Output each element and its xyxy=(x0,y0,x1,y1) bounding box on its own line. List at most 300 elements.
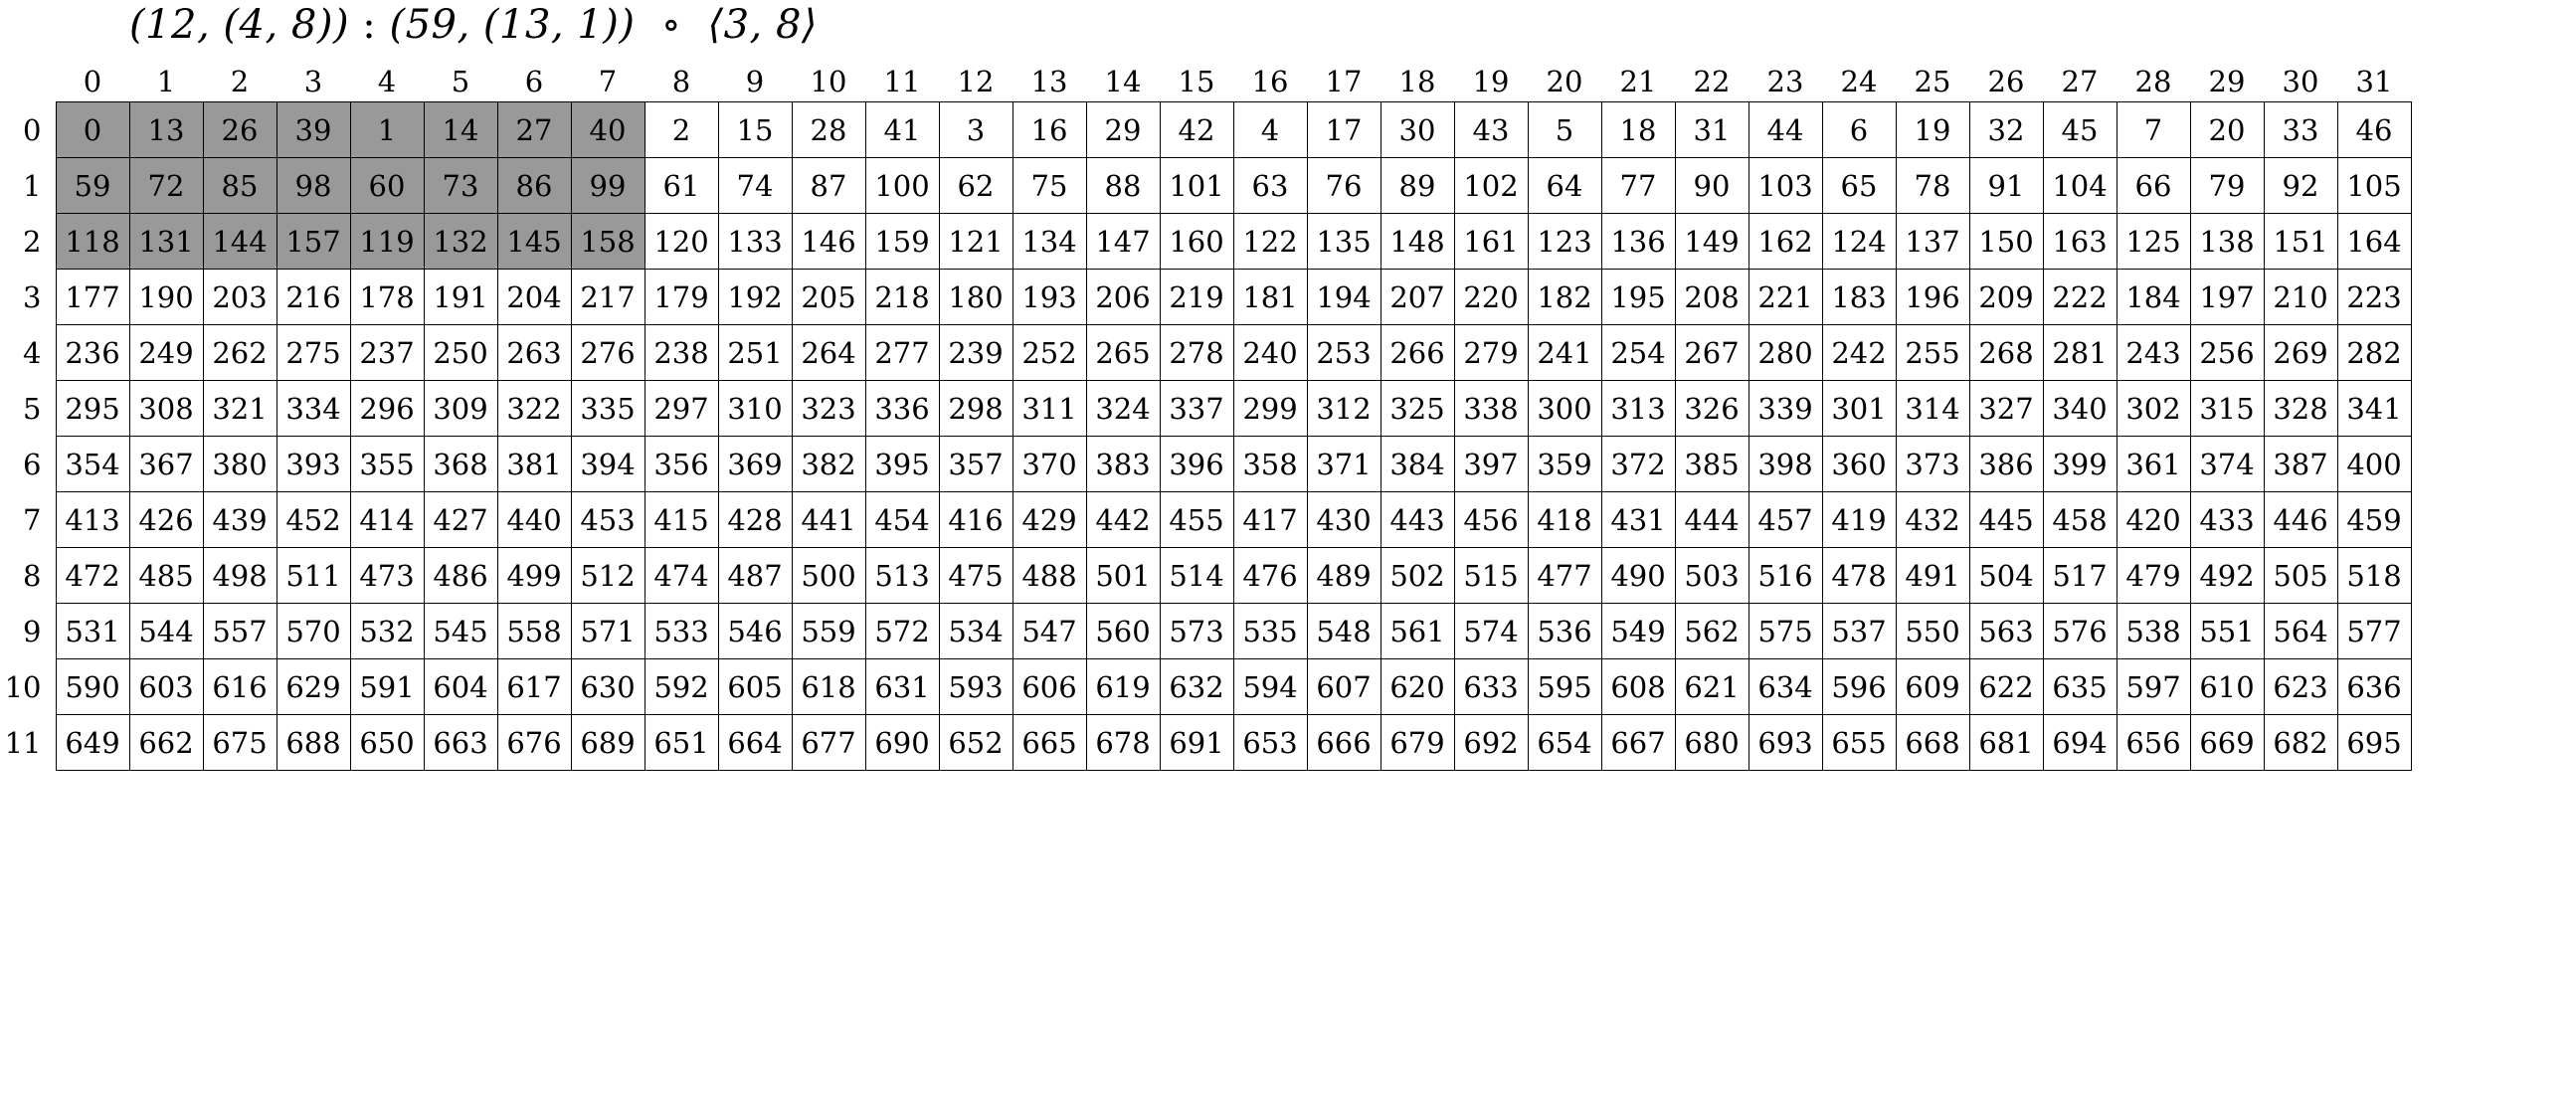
matrix-cell-9-22[interactable]: 562 xyxy=(1675,604,1748,659)
matrix-cell-6-28[interactable]: 361 xyxy=(2116,437,2190,492)
matrix-cell-1-10[interactable]: 87 xyxy=(792,158,865,214)
matrix-cell-11-22[interactable]: 680 xyxy=(1675,715,1748,771)
matrix-cell-9-20[interactable]: 536 xyxy=(1528,604,1601,659)
matrix-cell-2-30[interactable]: 151 xyxy=(2264,214,2337,270)
matrix-cell-4-3[interactable]: 275 xyxy=(276,325,350,381)
matrix-cell-11-30[interactable]: 682 xyxy=(2264,715,2337,771)
matrix-cell-8-13[interactable]: 488 xyxy=(1012,548,1086,604)
matrix-cell-0-3[interactable]: 39 xyxy=(276,102,350,158)
matrix-cell-2-19[interactable]: 161 xyxy=(1454,214,1528,270)
matrix-cell-3-7[interactable]: 217 xyxy=(571,270,644,325)
matrix-cell-1-0[interactable]: 59 xyxy=(56,158,129,214)
matrix-cell-8-25[interactable]: 491 xyxy=(1896,548,1969,604)
matrix-cell-0-29[interactable]: 20 xyxy=(2190,102,2264,158)
matrix-cell-3-23[interactable]: 221 xyxy=(1748,270,1822,325)
matrix-cell-0-0[interactable]: 0 xyxy=(56,102,129,158)
matrix-cell-9-29[interactable]: 551 xyxy=(2190,604,2264,659)
matrix-cell-6-4[interactable]: 355 xyxy=(350,437,424,492)
matrix-cell-1-28[interactable]: 66 xyxy=(2116,158,2190,214)
matrix-cell-7-0[interactable]: 413 xyxy=(56,492,129,548)
matrix-cell-0-8[interactable]: 2 xyxy=(644,102,718,158)
matrix-cell-8-3[interactable]: 511 xyxy=(276,548,350,604)
matrix-cell-0-14[interactable]: 29 xyxy=(1086,102,1160,158)
matrix-cell-10-13[interactable]: 606 xyxy=(1012,659,1086,715)
matrix-cell-10-18[interactable]: 620 xyxy=(1380,659,1454,715)
matrix-cell-8-16[interactable]: 476 xyxy=(1233,548,1307,604)
matrix-cell-8-28[interactable]: 479 xyxy=(2116,548,2190,604)
matrix-cell-4-2[interactable]: 262 xyxy=(203,325,276,381)
matrix-cell-3-28[interactable]: 184 xyxy=(2116,270,2190,325)
matrix-cell-4-30[interactable]: 269 xyxy=(2264,325,2337,381)
matrix-cell-2-6[interactable]: 145 xyxy=(497,214,571,270)
matrix-cell-3-9[interactable]: 192 xyxy=(718,270,792,325)
matrix-cell-6-24[interactable]: 360 xyxy=(1822,437,1896,492)
matrix-cell-0-11[interactable]: 41 xyxy=(865,102,939,158)
matrix-cell-7-9[interactable]: 428 xyxy=(718,492,792,548)
matrix-cell-4-28[interactable]: 243 xyxy=(2116,325,2190,381)
matrix-cell-2-11[interactable]: 159 xyxy=(865,214,939,270)
matrix-cell-8-2[interactable]: 498 xyxy=(203,548,276,604)
matrix-cell-2-18[interactable]: 148 xyxy=(1380,214,1454,270)
matrix-cell-5-27[interactable]: 340 xyxy=(2043,381,2116,437)
matrix-cell-5-23[interactable]: 339 xyxy=(1748,381,1822,437)
matrix-cell-10-16[interactable]: 594 xyxy=(1233,659,1307,715)
matrix-cell-4-26[interactable]: 268 xyxy=(1969,325,2043,381)
matrix-cell-8-1[interactable]: 485 xyxy=(129,548,203,604)
matrix-cell-10-28[interactable]: 597 xyxy=(2116,659,2190,715)
matrix-cell-8-17[interactable]: 489 xyxy=(1307,548,1380,604)
matrix-cell-10-10[interactable]: 618 xyxy=(792,659,865,715)
matrix-cell-3-19[interactable]: 220 xyxy=(1454,270,1528,325)
matrix-cell-5-19[interactable]: 338 xyxy=(1454,381,1528,437)
matrix-cell-0-16[interactable]: 4 xyxy=(1233,102,1307,158)
matrix-cell-10-0[interactable]: 590 xyxy=(56,659,129,715)
matrix-cell-10-25[interactable]: 609 xyxy=(1896,659,1969,715)
matrix-cell-7-30[interactable]: 446 xyxy=(2264,492,2337,548)
matrix-cell-9-19[interactable]: 574 xyxy=(1454,604,1528,659)
matrix-cell-5-31[interactable]: 341 xyxy=(2337,381,2411,437)
matrix-cell-6-25[interactable]: 373 xyxy=(1896,437,1969,492)
matrix-cell-5-1[interactable]: 308 xyxy=(129,381,203,437)
matrix-cell-9-16[interactable]: 535 xyxy=(1233,604,1307,659)
matrix-cell-4-11[interactable]: 277 xyxy=(865,325,939,381)
matrix-cell-5-26[interactable]: 327 xyxy=(1969,381,2043,437)
matrix-cell-10-31[interactable]: 636 xyxy=(2337,659,2411,715)
matrix-cell-4-19[interactable]: 279 xyxy=(1454,325,1528,381)
matrix-cell-10-29[interactable]: 610 xyxy=(2190,659,2264,715)
matrix-cell-3-6[interactable]: 204 xyxy=(497,270,571,325)
matrix-cell-11-15[interactable]: 691 xyxy=(1160,715,1233,771)
matrix-cell-1-15[interactable]: 101 xyxy=(1160,158,1233,214)
matrix-cell-1-7[interactable]: 99 xyxy=(571,158,644,214)
matrix-cell-10-4[interactable]: 591 xyxy=(350,659,424,715)
matrix-cell-8-22[interactable]: 503 xyxy=(1675,548,1748,604)
matrix-cell-2-16[interactable]: 122 xyxy=(1233,214,1307,270)
matrix-cell-1-21[interactable]: 77 xyxy=(1601,158,1675,214)
matrix-cell-3-3[interactable]: 216 xyxy=(276,270,350,325)
matrix-cell-9-23[interactable]: 575 xyxy=(1748,604,1822,659)
matrix-cell-9-4[interactable]: 532 xyxy=(350,604,424,659)
matrix-cell-5-24[interactable]: 301 xyxy=(1822,381,1896,437)
matrix-cell-6-16[interactable]: 358 xyxy=(1233,437,1307,492)
matrix-cell-11-14[interactable]: 678 xyxy=(1086,715,1160,771)
matrix-cell-4-29[interactable]: 256 xyxy=(2190,325,2264,381)
matrix-cell-5-10[interactable]: 323 xyxy=(792,381,865,437)
matrix-cell-6-19[interactable]: 397 xyxy=(1454,437,1528,492)
matrix-cell-0-22[interactable]: 31 xyxy=(1675,102,1748,158)
matrix-cell-2-2[interactable]: 144 xyxy=(203,214,276,270)
matrix-cell-11-13[interactable]: 665 xyxy=(1012,715,1086,771)
matrix-cell-2-28[interactable]: 125 xyxy=(2116,214,2190,270)
matrix-cell-11-29[interactable]: 669 xyxy=(2190,715,2264,771)
matrix-cell-7-2[interactable]: 439 xyxy=(203,492,276,548)
matrix-cell-1-9[interactable]: 74 xyxy=(718,158,792,214)
matrix-cell-0-6[interactable]: 27 xyxy=(497,102,571,158)
matrix-cell-4-1[interactable]: 249 xyxy=(129,325,203,381)
matrix-cell-3-21[interactable]: 195 xyxy=(1601,270,1675,325)
matrix-cell-5-3[interactable]: 334 xyxy=(276,381,350,437)
matrix-cell-3-30[interactable]: 210 xyxy=(2264,270,2337,325)
matrix-cell-8-5[interactable]: 486 xyxy=(424,548,497,604)
matrix-cell-11-6[interactable]: 676 xyxy=(497,715,571,771)
matrix-cell-6-30[interactable]: 387 xyxy=(2264,437,2337,492)
matrix-cell-11-20[interactable]: 654 xyxy=(1528,715,1601,771)
matrix-cell-3-24[interactable]: 183 xyxy=(1822,270,1896,325)
matrix-cell-7-17[interactable]: 430 xyxy=(1307,492,1380,548)
matrix-cell-2-5[interactable]: 132 xyxy=(424,214,497,270)
matrix-cell-7-16[interactable]: 417 xyxy=(1233,492,1307,548)
matrix-cell-5-22[interactable]: 326 xyxy=(1675,381,1748,437)
matrix-cell-9-13[interactable]: 547 xyxy=(1012,604,1086,659)
matrix-cell-3-27[interactable]: 222 xyxy=(2043,270,2116,325)
matrix-cell-6-6[interactable]: 381 xyxy=(497,437,571,492)
matrix-cell-5-4[interactable]: 296 xyxy=(350,381,424,437)
matrix-cell-6-21[interactable]: 372 xyxy=(1601,437,1675,492)
matrix-cell-5-21[interactable]: 313 xyxy=(1601,381,1675,437)
matrix-cell-11-2[interactable]: 675 xyxy=(203,715,276,771)
matrix-cell-2-22[interactable]: 149 xyxy=(1675,214,1748,270)
matrix-cell-10-20[interactable]: 595 xyxy=(1528,659,1601,715)
matrix-cell-7-27[interactable]: 458 xyxy=(2043,492,2116,548)
matrix-cell-7-22[interactable]: 444 xyxy=(1675,492,1748,548)
matrix-cell-9-30[interactable]: 564 xyxy=(2264,604,2337,659)
matrix-cell-7-29[interactable]: 433 xyxy=(2190,492,2264,548)
matrix-cell-4-8[interactable]: 238 xyxy=(644,325,718,381)
matrix-cell-8-10[interactable]: 500 xyxy=(792,548,865,604)
matrix-cell-4-15[interactable]: 278 xyxy=(1160,325,1233,381)
matrix-cell-8-6[interactable]: 499 xyxy=(497,548,571,604)
matrix-cell-11-11[interactable]: 690 xyxy=(865,715,939,771)
matrix-cell-11-21[interactable]: 667 xyxy=(1601,715,1675,771)
matrix-cell-7-6[interactable]: 440 xyxy=(497,492,571,548)
matrix-cell-3-15[interactable]: 219 xyxy=(1160,270,1233,325)
matrix-cell-8-31[interactable]: 518 xyxy=(2337,548,2411,604)
matrix-cell-2-27[interactable]: 163 xyxy=(2043,214,2116,270)
matrix-cell-4-23[interactable]: 280 xyxy=(1748,325,1822,381)
matrix-cell-7-10[interactable]: 441 xyxy=(792,492,865,548)
matrix-cell-5-18[interactable]: 325 xyxy=(1380,381,1454,437)
matrix-cell-6-9[interactable]: 369 xyxy=(718,437,792,492)
matrix-cell-7-14[interactable]: 442 xyxy=(1086,492,1160,548)
matrix-cell-6-22[interactable]: 385 xyxy=(1675,437,1748,492)
matrix-cell-3-25[interactable]: 196 xyxy=(1896,270,1969,325)
matrix-cell-6-11[interactable]: 395 xyxy=(865,437,939,492)
matrix-cell-2-23[interactable]: 162 xyxy=(1748,214,1822,270)
matrix-cell-10-5[interactable]: 604 xyxy=(424,659,497,715)
matrix-cell-9-9[interactable]: 546 xyxy=(718,604,792,659)
matrix-cell-5-8[interactable]: 297 xyxy=(644,381,718,437)
matrix-cell-6-10[interactable]: 382 xyxy=(792,437,865,492)
matrix-cell-5-17[interactable]: 312 xyxy=(1307,381,1380,437)
matrix-cell-10-26[interactable]: 622 xyxy=(1969,659,2043,715)
matrix-cell-3-8[interactable]: 179 xyxy=(644,270,718,325)
matrix-cell-7-4[interactable]: 414 xyxy=(350,492,424,548)
matrix-cell-3-10[interactable]: 205 xyxy=(792,270,865,325)
matrix-cell-11-16[interactable]: 653 xyxy=(1233,715,1307,771)
matrix-cell-0-5[interactable]: 14 xyxy=(424,102,497,158)
matrix-cell-9-17[interactable]: 548 xyxy=(1307,604,1380,659)
matrix-cell-3-12[interactable]: 180 xyxy=(939,270,1012,325)
matrix-cell-3-16[interactable]: 181 xyxy=(1233,270,1307,325)
matrix-cell-1-23[interactable]: 103 xyxy=(1748,158,1822,214)
matrix-cell-2-7[interactable]: 158 xyxy=(571,214,644,270)
matrix-cell-6-26[interactable]: 386 xyxy=(1969,437,2043,492)
matrix-cell-8-19[interactable]: 515 xyxy=(1454,548,1528,604)
matrix-cell-8-29[interactable]: 492 xyxy=(2190,548,2264,604)
matrix-cell-9-3[interactable]: 570 xyxy=(276,604,350,659)
matrix-cell-0-1[interactable]: 13 xyxy=(129,102,203,158)
matrix-cell-5-2[interactable]: 321 xyxy=(203,381,276,437)
matrix-cell-7-20[interactable]: 418 xyxy=(1528,492,1601,548)
matrix-cell-4-21[interactable]: 254 xyxy=(1601,325,1675,381)
matrix-cell-4-9[interactable]: 251 xyxy=(718,325,792,381)
matrix-cell-10-19[interactable]: 633 xyxy=(1454,659,1528,715)
matrix-cell-2-3[interactable]: 157 xyxy=(276,214,350,270)
matrix-cell-7-3[interactable]: 452 xyxy=(276,492,350,548)
matrix-cell-11-18[interactable]: 679 xyxy=(1380,715,1454,771)
matrix-cell-11-17[interactable]: 666 xyxy=(1307,715,1380,771)
matrix-cell-11-24[interactable]: 655 xyxy=(1822,715,1896,771)
matrix-cell-5-0[interactable]: 295 xyxy=(56,381,129,437)
matrix-cell-8-15[interactable]: 514 xyxy=(1160,548,1233,604)
matrix-cell-9-14[interactable]: 560 xyxy=(1086,604,1160,659)
matrix-cell-4-27[interactable]: 281 xyxy=(2043,325,2116,381)
matrix-cell-1-22[interactable]: 90 xyxy=(1675,158,1748,214)
matrix-cell-7-23[interactable]: 457 xyxy=(1748,492,1822,548)
matrix-cell-1-17[interactable]: 76 xyxy=(1307,158,1380,214)
matrix-cell-10-30[interactable]: 623 xyxy=(2264,659,2337,715)
matrix-cell-4-17[interactable]: 253 xyxy=(1307,325,1380,381)
matrix-cell-7-1[interactable]: 426 xyxy=(129,492,203,548)
matrix-cell-2-9[interactable]: 133 xyxy=(718,214,792,270)
matrix-cell-7-19[interactable]: 456 xyxy=(1454,492,1528,548)
matrix-cell-1-16[interactable]: 63 xyxy=(1233,158,1307,214)
matrix-cell-3-31[interactable]: 223 xyxy=(2337,270,2411,325)
matrix-cell-4-7[interactable]: 276 xyxy=(571,325,644,381)
matrix-cell-6-2[interactable]: 380 xyxy=(203,437,276,492)
matrix-cell-5-12[interactable]: 298 xyxy=(939,381,1012,437)
matrix-cell-5-9[interactable]: 310 xyxy=(718,381,792,437)
matrix-cell-5-15[interactable]: 337 xyxy=(1160,381,1233,437)
matrix-cell-9-12[interactable]: 534 xyxy=(939,604,1012,659)
matrix-cell-3-14[interactable]: 206 xyxy=(1086,270,1160,325)
matrix-cell-8-26[interactable]: 504 xyxy=(1969,548,2043,604)
matrix-cell-6-5[interactable]: 368 xyxy=(424,437,497,492)
matrix-cell-1-24[interactable]: 65 xyxy=(1822,158,1896,214)
matrix-cell-11-23[interactable]: 693 xyxy=(1748,715,1822,771)
matrix-cell-1-30[interactable]: 92 xyxy=(2264,158,2337,214)
matrix-cell-11-10[interactable]: 677 xyxy=(792,715,865,771)
matrix-cell-11-27[interactable]: 694 xyxy=(2043,715,2116,771)
matrix-cell-0-2[interactable]: 26 xyxy=(203,102,276,158)
matrix-cell-10-24[interactable]: 596 xyxy=(1822,659,1896,715)
matrix-cell-7-25[interactable]: 432 xyxy=(1896,492,1969,548)
matrix-cell-11-31[interactable]: 695 xyxy=(2337,715,2411,771)
matrix-cell-9-5[interactable]: 545 xyxy=(424,604,497,659)
matrix-cell-7-21[interactable]: 431 xyxy=(1601,492,1675,548)
matrix-cell-1-8[interactable]: 61 xyxy=(644,158,718,214)
matrix-cell-2-10[interactable]: 146 xyxy=(792,214,865,270)
matrix-cell-1-2[interactable]: 85 xyxy=(203,158,276,214)
matrix-cell-10-11[interactable]: 631 xyxy=(865,659,939,715)
matrix-cell-0-13[interactable]: 16 xyxy=(1012,102,1086,158)
matrix-cell-2-26[interactable]: 150 xyxy=(1969,214,2043,270)
matrix-cell-1-18[interactable]: 89 xyxy=(1380,158,1454,214)
matrix-cell-3-17[interactable]: 194 xyxy=(1307,270,1380,325)
matrix-cell-0-17[interactable]: 17 xyxy=(1307,102,1380,158)
matrix-cell-2-20[interactable]: 123 xyxy=(1528,214,1601,270)
matrix-cell-1-26[interactable]: 91 xyxy=(1969,158,2043,214)
matrix-cell-5-29[interactable]: 315 xyxy=(2190,381,2264,437)
matrix-cell-0-31[interactable]: 46 xyxy=(2337,102,2411,158)
matrix-cell-10-8[interactable]: 592 xyxy=(644,659,718,715)
matrix-cell-10-17[interactable]: 607 xyxy=(1307,659,1380,715)
matrix-cell-11-5[interactable]: 663 xyxy=(424,715,497,771)
matrix-cell-6-29[interactable]: 374 xyxy=(2190,437,2264,492)
matrix-cell-6-31[interactable]: 400 xyxy=(2337,437,2411,492)
matrix-cell-11-25[interactable]: 668 xyxy=(1896,715,1969,771)
matrix-cell-3-11[interactable]: 218 xyxy=(865,270,939,325)
matrix-cell-7-8[interactable]: 415 xyxy=(644,492,718,548)
matrix-cell-11-1[interactable]: 662 xyxy=(129,715,203,771)
matrix-cell-8-30[interactable]: 505 xyxy=(2264,548,2337,604)
matrix-cell-3-26[interactable]: 209 xyxy=(1969,270,2043,325)
matrix-cell-2-13[interactable]: 134 xyxy=(1012,214,1086,270)
matrix-cell-1-5[interactable]: 73 xyxy=(424,158,497,214)
matrix-cell-2-24[interactable]: 124 xyxy=(1822,214,1896,270)
matrix-cell-8-4[interactable]: 473 xyxy=(350,548,424,604)
matrix-cell-9-27[interactable]: 576 xyxy=(2043,604,2116,659)
matrix-cell-5-20[interactable]: 300 xyxy=(1528,381,1601,437)
matrix-cell-7-13[interactable]: 429 xyxy=(1012,492,1086,548)
matrix-cell-11-4[interactable]: 650 xyxy=(350,715,424,771)
matrix-cell-0-18[interactable]: 30 xyxy=(1380,102,1454,158)
matrix-cell-0-20[interactable]: 5 xyxy=(1528,102,1601,158)
matrix-cell-10-14[interactable]: 619 xyxy=(1086,659,1160,715)
matrix-cell-8-14[interactable]: 501 xyxy=(1086,548,1160,604)
matrix-cell-7-5[interactable]: 427 xyxy=(424,492,497,548)
matrix-cell-2-4[interactable]: 119 xyxy=(350,214,424,270)
matrix-cell-3-18[interactable]: 207 xyxy=(1380,270,1454,325)
matrix-cell-1-6[interactable]: 86 xyxy=(497,158,571,214)
matrix-cell-8-18[interactable]: 502 xyxy=(1380,548,1454,604)
matrix-cell-1-31[interactable]: 105 xyxy=(2337,158,2411,214)
matrix-cell-9-21[interactable]: 549 xyxy=(1601,604,1675,659)
matrix-cell-2-0[interactable]: 118 xyxy=(56,214,129,270)
matrix-cell-0-26[interactable]: 32 xyxy=(1969,102,2043,158)
matrix-cell-7-31[interactable]: 459 xyxy=(2337,492,2411,548)
matrix-cell-0-9[interactable]: 15 xyxy=(718,102,792,158)
matrix-cell-3-4[interactable]: 178 xyxy=(350,270,424,325)
matrix-cell-2-21[interactable]: 136 xyxy=(1601,214,1675,270)
matrix-cell-11-28[interactable]: 656 xyxy=(2116,715,2190,771)
matrix-cell-3-5[interactable]: 191 xyxy=(424,270,497,325)
matrix-cell-3-2[interactable]: 203 xyxy=(203,270,276,325)
matrix-cell-9-8[interactable]: 533 xyxy=(644,604,718,659)
matrix-cell-3-20[interactable]: 182 xyxy=(1528,270,1601,325)
matrix-cell-5-16[interactable]: 299 xyxy=(1233,381,1307,437)
matrix-cell-10-21[interactable]: 608 xyxy=(1601,659,1675,715)
matrix-cell-3-22[interactable]: 208 xyxy=(1675,270,1748,325)
matrix-cell-10-7[interactable]: 630 xyxy=(571,659,644,715)
matrix-cell-0-24[interactable]: 6 xyxy=(1822,102,1896,158)
matrix-cell-10-15[interactable]: 632 xyxy=(1160,659,1233,715)
matrix-cell-0-10[interactable]: 28 xyxy=(792,102,865,158)
matrix-cell-10-12[interactable]: 593 xyxy=(939,659,1012,715)
matrix-cell-1-3[interactable]: 98 xyxy=(276,158,350,214)
matrix-cell-11-12[interactable]: 652 xyxy=(939,715,1012,771)
matrix-cell-9-1[interactable]: 544 xyxy=(129,604,203,659)
matrix-cell-9-18[interactable]: 561 xyxy=(1380,604,1454,659)
matrix-cell-11-0[interactable]: 649 xyxy=(56,715,129,771)
matrix-cell-8-11[interactable]: 513 xyxy=(865,548,939,604)
matrix-cell-11-9[interactable]: 664 xyxy=(718,715,792,771)
matrix-cell-4-25[interactable]: 255 xyxy=(1896,325,1969,381)
matrix-cell-10-6[interactable]: 617 xyxy=(497,659,571,715)
matrix-cell-8-23[interactable]: 516 xyxy=(1748,548,1822,604)
matrix-cell-3-13[interactable]: 193 xyxy=(1012,270,1086,325)
matrix-cell-9-31[interactable]: 577 xyxy=(2337,604,2411,659)
matrix-cell-8-12[interactable]: 475 xyxy=(939,548,1012,604)
matrix-cell-6-1[interactable]: 367 xyxy=(129,437,203,492)
matrix-cell-0-19[interactable]: 43 xyxy=(1454,102,1528,158)
matrix-cell-5-6[interactable]: 322 xyxy=(497,381,571,437)
matrix-cell-9-15[interactable]: 573 xyxy=(1160,604,1233,659)
matrix-cell-6-13[interactable]: 370 xyxy=(1012,437,1086,492)
matrix-cell-6-15[interactable]: 396 xyxy=(1160,437,1233,492)
matrix-cell-0-4[interactable]: 1 xyxy=(350,102,424,158)
matrix-cell-3-1[interactable]: 190 xyxy=(129,270,203,325)
matrix-cell-7-12[interactable]: 416 xyxy=(939,492,1012,548)
matrix-cell-7-18[interactable]: 443 xyxy=(1380,492,1454,548)
matrix-cell-10-27[interactable]: 635 xyxy=(2043,659,2116,715)
matrix-cell-6-0[interactable]: 354 xyxy=(56,437,129,492)
matrix-cell-2-14[interactable]: 147 xyxy=(1086,214,1160,270)
matrix-cell-7-11[interactable]: 454 xyxy=(865,492,939,548)
matrix-cell-8-27[interactable]: 517 xyxy=(2043,548,2116,604)
matrix-cell-10-1[interactable]: 603 xyxy=(129,659,203,715)
matrix-cell-9-7[interactable]: 571 xyxy=(571,604,644,659)
matrix-cell-1-20[interactable]: 64 xyxy=(1528,158,1601,214)
matrix-cell-8-9[interactable]: 487 xyxy=(718,548,792,604)
matrix-cell-7-7[interactable]: 453 xyxy=(571,492,644,548)
matrix-cell-7-26[interactable]: 445 xyxy=(1969,492,2043,548)
matrix-cell-5-28[interactable]: 302 xyxy=(2116,381,2190,437)
matrix-cell-9-0[interactable]: 531 xyxy=(56,604,129,659)
matrix-cell-1-4[interactable]: 60 xyxy=(350,158,424,214)
matrix-cell-2-12[interactable]: 121 xyxy=(939,214,1012,270)
matrix-cell-10-9[interactable]: 605 xyxy=(718,659,792,715)
